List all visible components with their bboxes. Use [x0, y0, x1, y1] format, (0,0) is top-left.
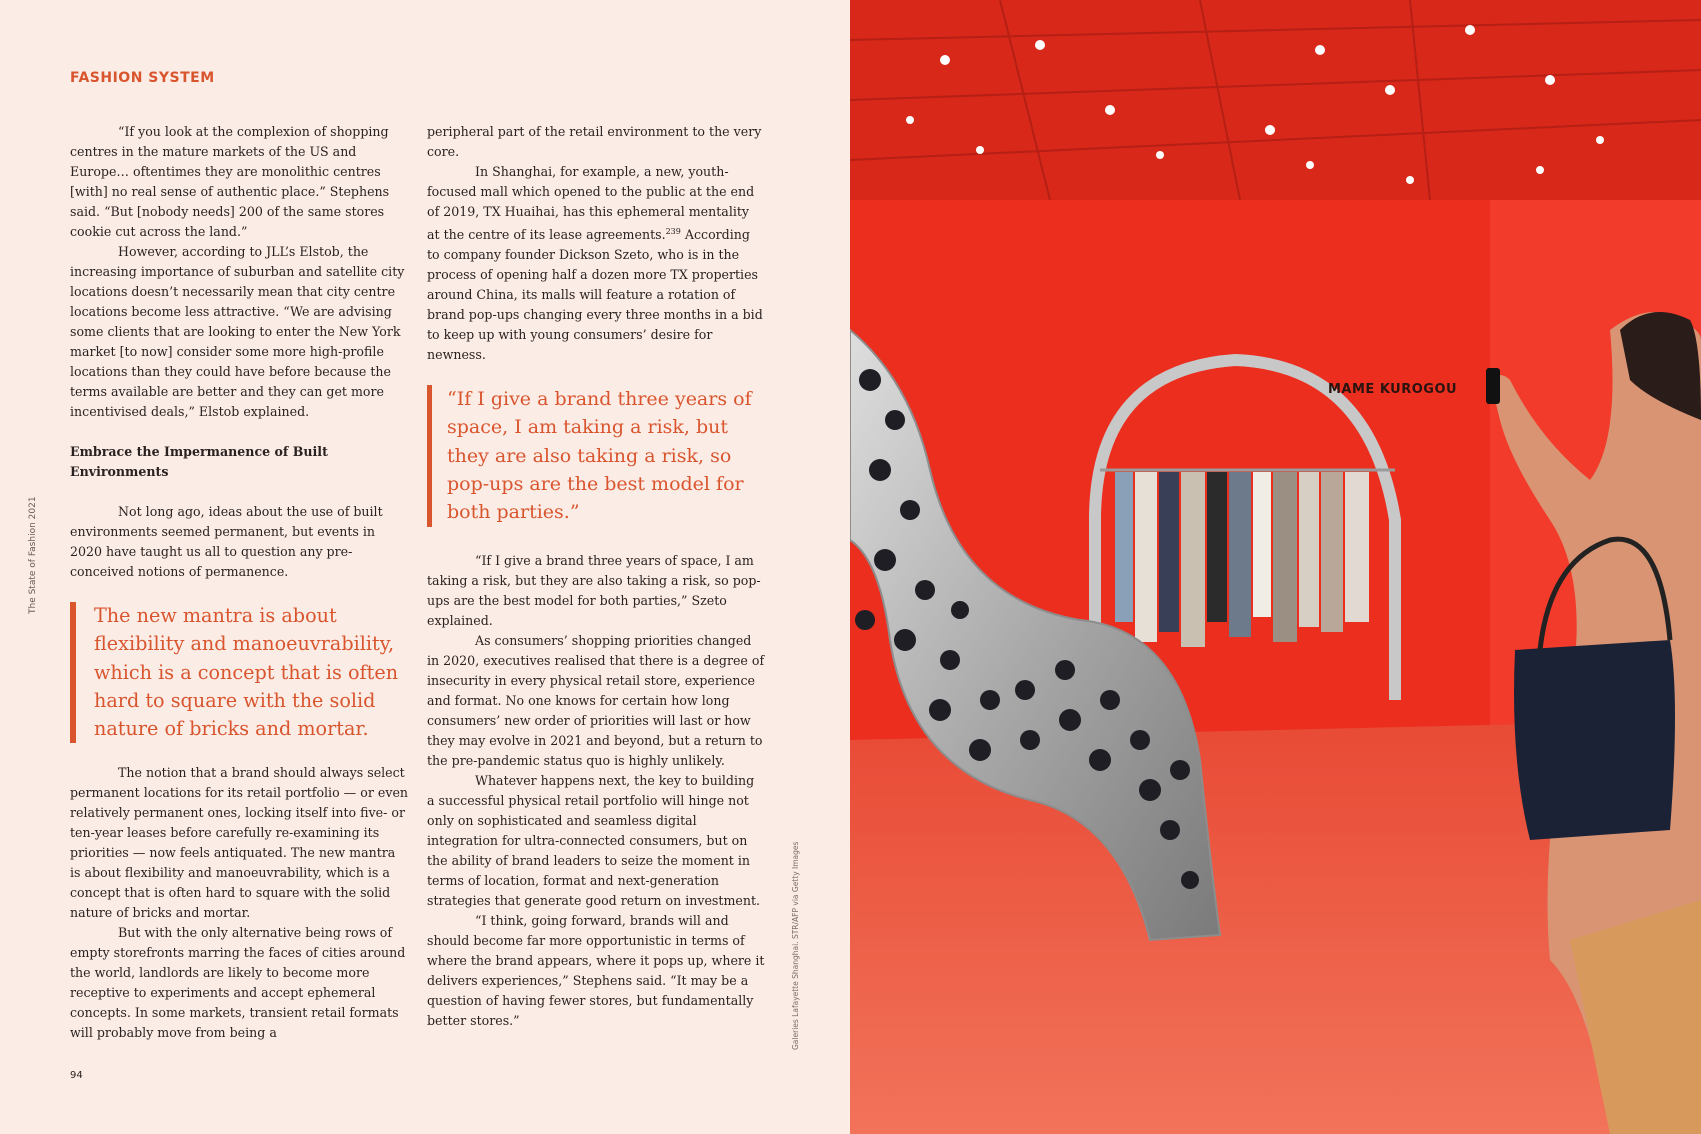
store-photo-illustration: [850, 0, 1701, 1134]
paragraph: “If you look at the complexion of shopping centres in the mature markets of the US and Europe… oftentimes they are monolithic centres [with] no real sense of authentic place.” Stephens said. “But [nobody needs] 200 of the same stores cookie cut across the land.”: [70, 124, 390, 239]
handbag: [1514, 640, 1675, 840]
pull-quote: “If I give a brand three years of space, I am taking a risk, but they are also taking a risk, so pop-ups are the best model for both parties.”: [427, 385, 765, 526]
article-column-1: [70, 122, 408, 1043]
paragraph: peripheral part of the retail environment to the very core.: [427, 124, 762, 159]
paragraph: But with the only alternative being rows of empty storefronts marring the faces of cities around the world, landlords are likely to become more receptive to experiments and accept ephemeral concepts. In some markets, transient retail formats will probably move from being a: [70, 925, 406, 1041]
photo-credit: Galeries Lafayette Shanghai. STR/AFP via Getty Images: [791, 841, 800, 1050]
paragraph: As consumers’ shopping priorities changed in 2020, executives realised that there is a degree of insecurity in every physical retail store, experience and format. No one knows for certain how long consumers’ new order of priorities will last or how they may evolve in 2021 and beyond, but a return to the pre-pandemic status quo is highly unlikely.: [427, 632, 765, 768]
section-label: FASHION SYSTEM: [70, 70, 215, 86]
store-photo: [850, 0, 1701, 1134]
subheading: Embrace the Impermanence of Built Environments: [70, 444, 328, 479]
left-page: [0, 0, 850, 1134]
paragraph: Not long ago, ideas about the use of built environments seemed permanent, but events in 2020 have taught us all to question any pre-conceived notions of permanence.: [70, 504, 383, 579]
phone: [1486, 368, 1500, 404]
paragraph: However, according to JLL’s Elstob, the increasing importance of suburban and satellite city locations doesn’t necessarily mean that city centre locations become less attractive. “We are advising some clients that are looking to enter the New York market [to now] consider some more high-profile locations than they could have before because the terms available are better and they can get more incentivised deals,” Elstob explained.: [70, 244, 405, 419]
paragraph: [427, 162, 765, 365]
paragraph: “If I give a brand three years of space, I am taking a risk, but they are also taking a risk, so pop-ups are the best model for both parties,” Szeto explained.: [427, 552, 761, 628]
paragraph-text: According to company founder Dickson Szeto, who is in the process of opening half a dozen more TX properties around China, its malls will feature a rotation of brand pop-ups changing every three months in a bid to keep up with young consumers’ desire for newness.: [427, 227, 763, 363]
page-number: 94: [70, 1070, 83, 1081]
paragraph-text: In Shanghai, for example, a new, youth-focused mall which opened to the public at the end of 2019, TX Huaihai, has this ephemeral mentality at the centre of its lease agreements.: [427, 164, 755, 243]
pull-quote: The new mantra is about flexibility and manoeuvrability, which is a concept that is often hard to square with the solid nature of bricks and mortar.: [70, 602, 408, 743]
paragraph: The notion that a brand should always select permanent locations for its retail portfolio — or even relatively permanent ones, locking itself into five- or ten-year leases before carefully re-examining its priorities — now feels antiquated. The new mantra is about flexibility and manoeuvrability, which is a concept that is often hard to square with the solid nature of bricks and mortar.: [70, 765, 409, 921]
paragraph: Whatever happens next, the key to building a successful physical retail portfolio will hinge not only on sophisticated and seamless digital integration for ultra-connected consumers, but on the ability of brand leaders to seize the moment in terms of location, format and next-generation strategies that generate good return on investment.: [427, 772, 761, 908]
hanging-clothes: [1115, 472, 1369, 647]
footnote-ref: 239: [665, 227, 681, 236]
paragraph: “I think, going forward, brands will and should become far more opportunistic in terms of where the brand appears, where it pops up, where it delivers experiences,” Stephens said. “It may be a question of having fewer stores, but fundamentally better stores.”: [427, 912, 765, 1028]
shop-sign: MAME KUROGOU: [1328, 382, 1458, 397]
publication-title: The State of Fashion 2021: [28, 496, 38, 614]
article-column-2: [427, 122, 765, 1031]
